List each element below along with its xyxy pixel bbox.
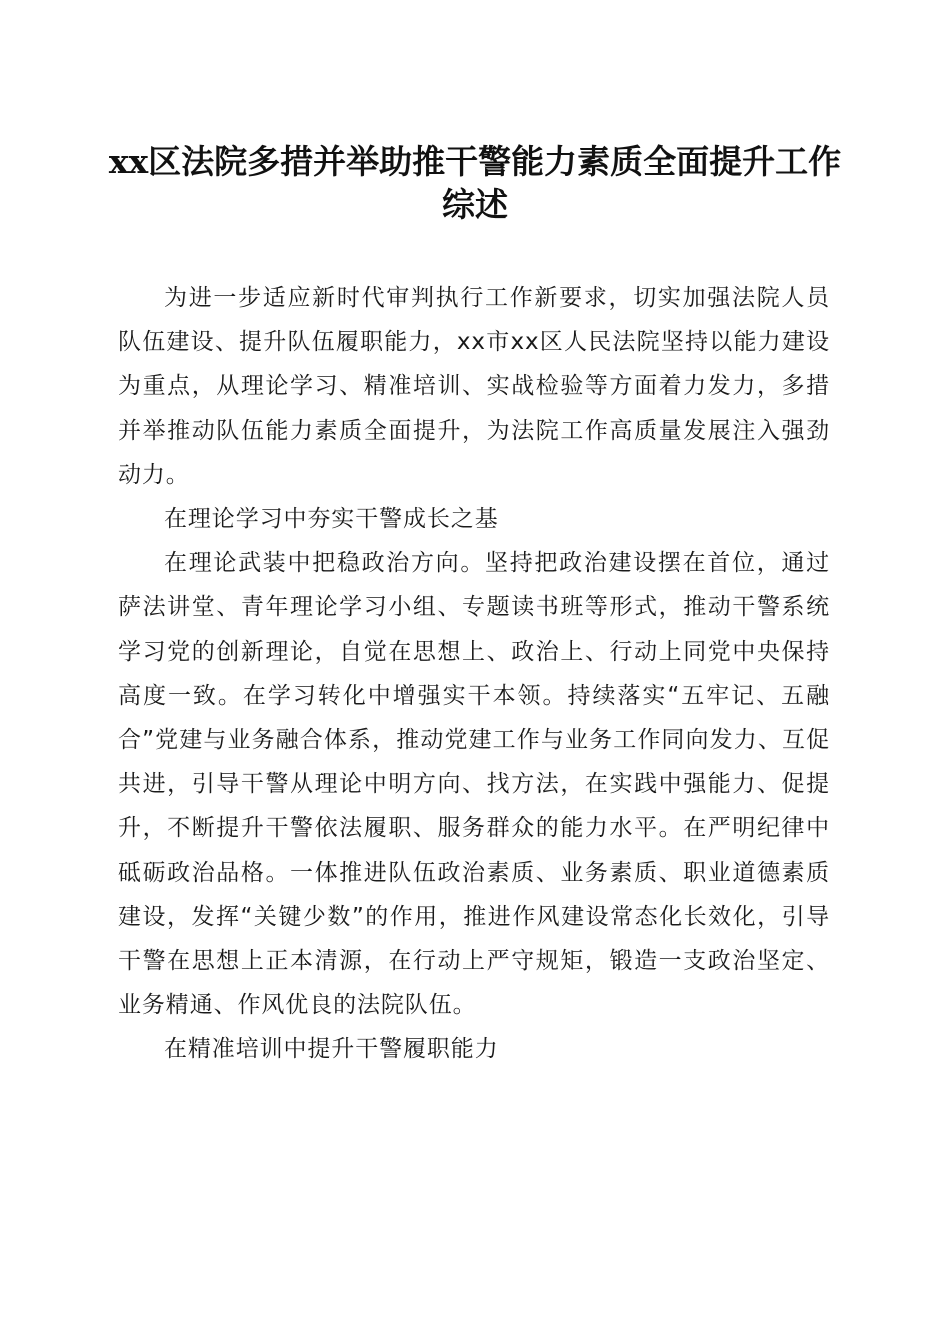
intro-paragraph: 为进一步适应新时代审判执行工作新要求，切实加强法院人员队伍建设、提升队伍履职能力，xx市xx区人民法院坚持以能力建设为重点，从理论学习、精准培训、实战检验等方面着力发力，多措并举推动队伍能力素质全面提升，为法院工作高质量发展注入强劲动力。 — [118, 285, 830, 488]
section-heading-training: 在精准培训中提升干警履职能力 — [164, 1036, 499, 1063]
section-heading-theory: 在理论学习中夯实干警成长之基 — [164, 506, 499, 533]
theory-paragraph: 在理论武装中把稳政治方向。坚持把政治建设摆在首位，通过萨法讲堂、青年理论学习小组、专题读书班等形式，推动干警系统学习党的创新理论，自觉在思想上、政治上、行动上同党中央保持高度一致。在学习转化中增强实干本领。持续落实“五牢记、五融合”党建与业务融合体系，推动党建工作与业务工作同向发力、互促共进，引导干警从理论中明方向、找方法，在实践中强能力、促提升，不断提升干警依法履职、服务群众的能力水平。在严明纪律中砥砺政治品格。一体推进队伍政治素质、业务素质、职业道德素质建设，发挥“关键少数”的作用，推进作风建设常态化长效化，引导干警在思想上正本清源，在行动上严守规矩，锻造一支政治坚定、业务精通、作风优良的法院队伍。 — [118, 550, 830, 1019]
document-title: xx区法院多措并举助推干警能力素质全面提升工作综述 — [108, 142, 842, 224]
document-body — [118, 276, 830, 1072]
